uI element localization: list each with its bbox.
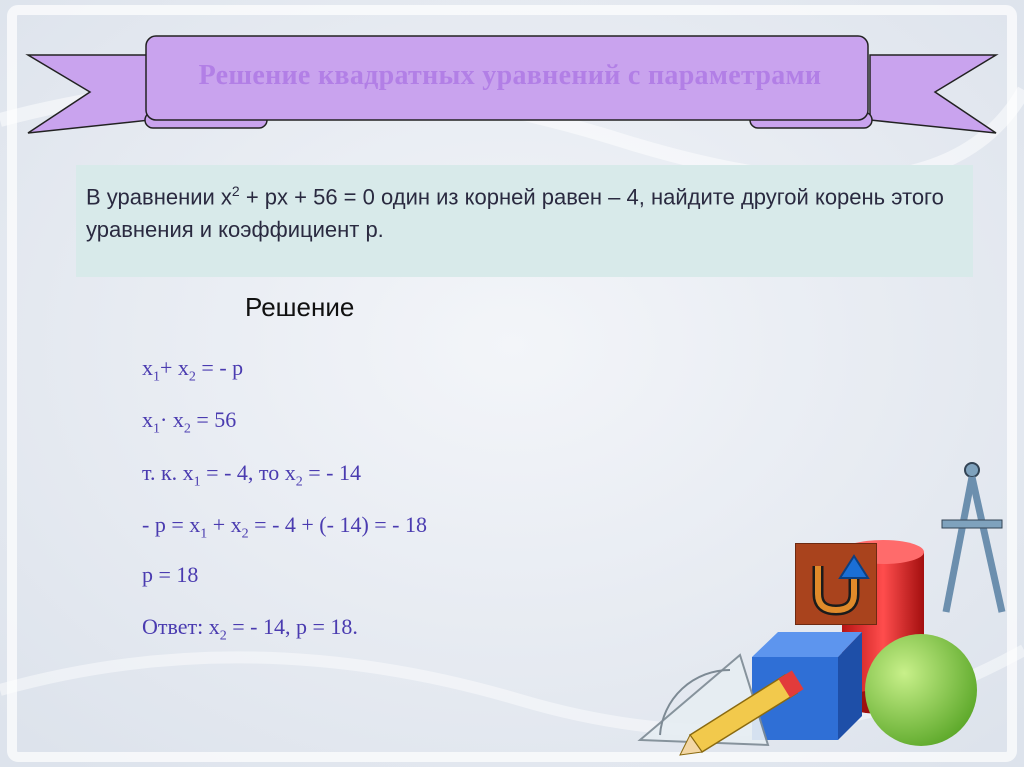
solution-line-4: - $p = x_1 + x_2$ = - 4 + (- 14) = - 18: [142, 512, 428, 542]
return-button[interactable]: [795, 543, 877, 625]
solution-line-3: т. к. $x_1$ = - 4, то $x_2$ = - 14: [142, 460, 361, 490]
solution-heading: Решение: [245, 292, 355, 322]
page-title: Решение квадратных уравнений с параметрами: [198, 60, 822, 91]
solution-line-2: $x_1\cdot x_2 = 56$: [142, 407, 237, 437]
task-box: [76, 165, 973, 277]
answer-line: Ответ: $x_2$ = - 14, p = 18.: [142, 614, 358, 644]
task-text: В уравнении $x^2$ + px + 56 = 0 один из корней равен – 4, найдите другой корень этого уравнения и коэффициент p.: [86, 183, 944, 243]
solution-line-5: p = 18: [142, 562, 199, 587]
solution-line-1: $x_1+ x_2$ = - p: [142, 355, 244, 385]
return-arrow-icon: [796, 544, 876, 624]
